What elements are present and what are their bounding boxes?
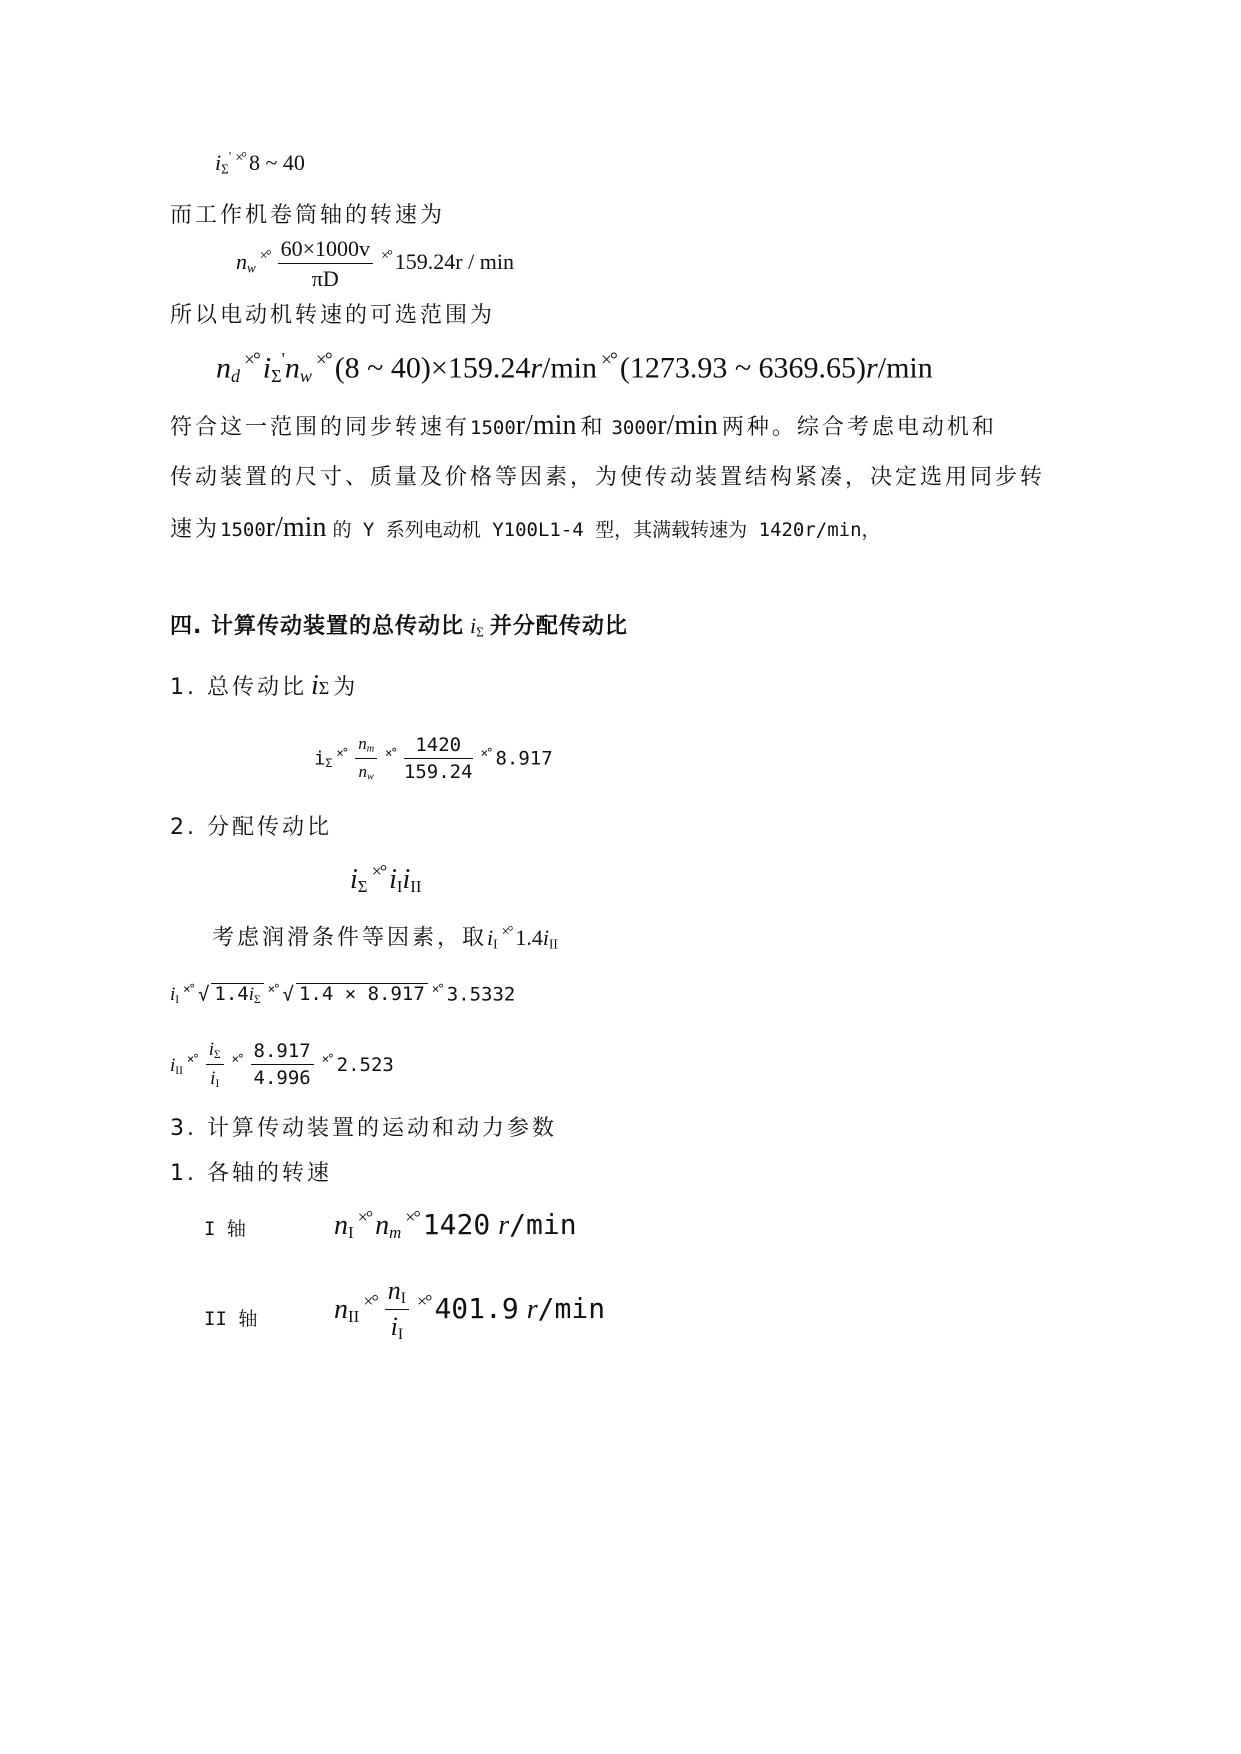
label-shaft-2: II 轴: [204, 1308, 258, 1330]
eq-ratio-product: $i_\Sigma^{\times^\circ}$ $i_Ii_{II}$: [350, 861, 422, 897]
eq-total-ratio-range: $i_\Sigma'$ ×° 8 ~ 40: [215, 149, 305, 177]
eq-i1: $i_I^{\times^\circ}$ √ $1.4i_\Sigma^{\times^\circ}$ √ 1.4 × 8.917 ×° 3.5332: [170, 982, 516, 1007]
text-drum-speed: 而工作机卷筒轴的转速为: [170, 203, 446, 228]
subsection-motion-params: 3. 计算传动装置的运动和动力参数: [170, 1116, 557, 1141]
eq-motor-speed-range: $n_d^{\times^\circ}$ $i_\Sigma'n_w^{\times^\circ}$ (8 ~ 40)×159.24r/min ×° (1273.93 ~ 6369.65)r/min: [216, 349, 933, 387]
text-motor-range: 所以电动机转速的可选范围为: [170, 303, 496, 328]
label-shaft-1: I 轴: [204, 1218, 246, 1240]
ratio-range: 8 ~ 40: [248, 150, 305, 176]
text-motor-model: 速为1500r/min 的 Y 系列电动机 Y100L1-4 型，其满载转速为 1420r/min，: [170, 512, 881, 543]
eq-shaft-1-speed: $n_I^{\times^\circ}$ $n_m^{\times^\circ}$ 1420 r/min: [334, 1207, 577, 1243]
text-motor-selection: 传动装置的尺寸、质量及价格等因素，为使传动装置结构紧凑，决定选用同步转: [170, 465, 1046, 490]
eq-shaft-2-speed: $n_{II}^{\times^\circ}$ $\frac{n_I}{i_I}$ ×° 401.9 r/min: [334, 1276, 606, 1344]
subsection-total-ratio: 1. 总传动比 iΣ 为: [170, 670, 359, 701]
eq-total-ratio: $i_\Sigma^{\times^\circ}$ $\frac{n_m}{n_w}$ ×° $\frac{1420}{159.24}$ ×° 8.917: [314, 733, 553, 783]
subsection-distribute-ratio: 2. 分配传动比: [170, 815, 332, 840]
section-heading-total-ratio: 四. 计算传动装置的总传动比 $i_\Sigma$ 并分配传动比: [170, 613, 628, 640]
eq-drum-speed: $n_w^{\times^\circ}$ $\frac{60\times 1000v}{\pi D}$ ×° 159.24r / min: [236, 236, 514, 291]
text-sync-speeds: 符合这一范围的同步转速有1500r/min 和 3000r/min 两种。综合考虑电动机和: [170, 410, 997, 441]
text-lubrication: 考虑润滑条件等因素，取$i_I^{\times^\circ}$ $1.4i_{II}$: [212, 924, 558, 951]
subsection-shaft-speeds: 1. 各轴的转速: [170, 1161, 332, 1186]
eq-i2: $i_{II}^{\times^\circ}$ $\frac{i_\Sigma}{i_I}$ ×° $\frac{8.917}{4.996}$ ×° 2.523: [170, 1039, 394, 1091]
